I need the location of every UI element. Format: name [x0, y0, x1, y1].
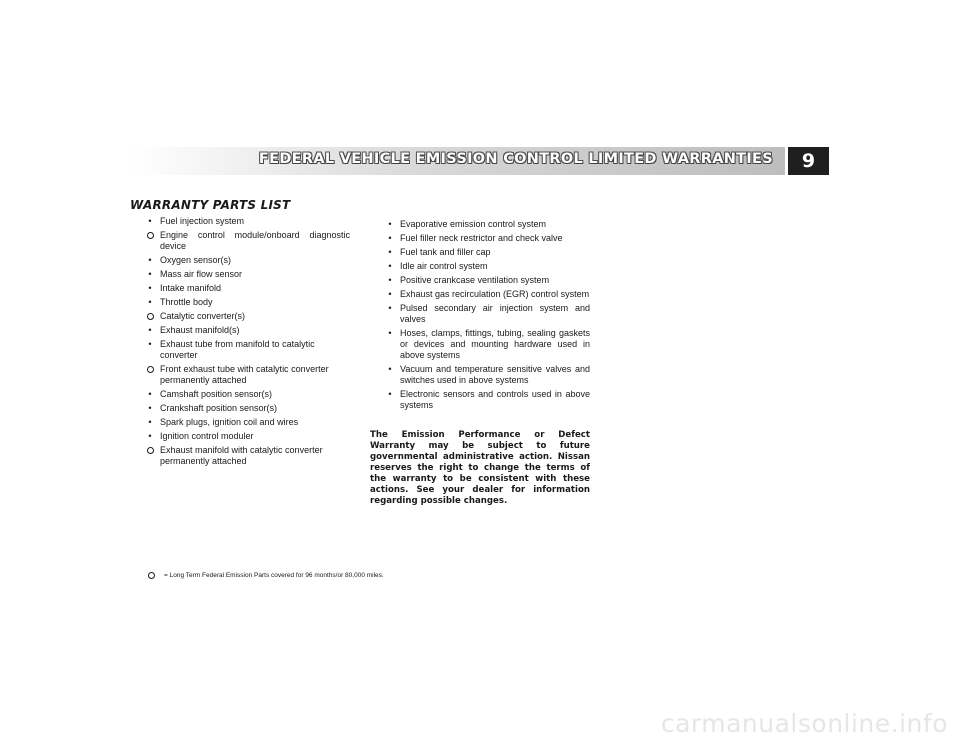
list-item: [385, 289, 590, 300]
list-item-text: Idle air control system: [400, 261, 488, 271]
list-item-text: Positive crankcase ventilation system: [400, 275, 550, 285]
list-item-text: Ignition control moduler: [160, 431, 254, 441]
bullet-icon: •: [388, 275, 392, 285]
list-item: [385, 364, 590, 386]
circle-marker-icon: [145, 445, 155, 454]
list-item: [145, 417, 350, 428]
list-item-text: Fuel filler neck restrictor and check valve: [400, 233, 563, 243]
list-item-text: Fuel injection system: [160, 216, 245, 226]
watermark: carmanualsonline.info: [660, 709, 948, 738]
list-item-text: Exhaust gas recirculation (EGR) control system: [400, 289, 590, 299]
warranty-notice: The Emission Performance or Defect Warranty may be subject to future governmental administrative action. Nissan reserves the right to change the terms of the warranty to be consistent with these actions. See your dealer for information regarding possible changes.: [370, 430, 590, 506]
right-parts-list: [385, 219, 590, 414]
list-item-text: Front exhaust tube with catalytic converter permanently attached: [160, 364, 329, 385]
bullet-icon: •: [148, 403, 152, 413]
list-item: [385, 275, 590, 286]
list-item-text: Evaporative emission control system: [400, 219, 547, 229]
list-item: [145, 389, 350, 400]
list-item: [385, 261, 590, 272]
list-item: [385, 389, 590, 411]
footnote: [148, 572, 384, 579]
bullet-icon: •: [148, 255, 152, 265]
list-item: [385, 233, 590, 244]
bullet-icon: •: [148, 389, 152, 399]
section-title: WARRANTY PARTS LIST: [130, 198, 291, 212]
list-item: [145, 283, 350, 294]
list-item: [145, 297, 350, 308]
bullet-icon: •: [388, 328, 392, 338]
list-item-text: Catalytic converter(s): [160, 311, 246, 321]
list-item: [385, 328, 590, 361]
list-item: [145, 255, 350, 266]
bullet-icon: •: [388, 233, 392, 243]
circle-marker-icon: [148, 572, 155, 579]
bullet-icon: •: [148, 431, 152, 441]
list-item: [385, 247, 590, 258]
list-item: [145, 445, 350, 467]
list-item-text: Throttle body: [160, 297, 213, 307]
circle-marker-icon: [145, 311, 155, 320]
bullet-icon: •: [148, 417, 152, 427]
list-item-text: Pulsed secondary air injection system and valves: [400, 303, 590, 324]
bullet-icon: •: [148, 325, 152, 335]
circle-marker-icon: [145, 230, 155, 239]
bullet-icon: •: [388, 219, 392, 229]
header-bar: [130, 147, 785, 175]
list-item-text: Vacuum and temperature sensitive valves and switches used in above systems: [400, 364, 590, 385]
list-item: [145, 364, 350, 386]
list-item-text: Engine control module/onboard diagnostic device: [160, 230, 350, 251]
list-item-text: Fuel tank and filler cap: [400, 247, 491, 257]
list-item: [145, 339, 350, 361]
list-item-text: Exhaust manifold(s): [160, 325, 240, 335]
bullet-icon: •: [388, 303, 392, 313]
list-item-text: Camshaft position sensor(s): [160, 389, 273, 399]
list-item-text: Electronic sensors and controls used in above systems: [400, 389, 590, 410]
list-item-text: Spark plugs, ignition coil and wires: [160, 417, 299, 427]
list-item-text: Mass air flow sensor: [160, 269, 243, 279]
list-item-text: Oxygen sensor(s): [160, 255, 232, 265]
list-item: [145, 230, 350, 252]
header-title: FEDERAL VEHICLE EMISSION CONTROL LIMITED WARRANTIES: [258, 151, 773, 167]
bullet-icon: •: [388, 261, 392, 271]
bullet-icon: •: [388, 364, 392, 374]
list-item-text: Hoses, clamps, fittings, tubing, sealing gaskets or devices and mounting hardware used in above systems: [400, 328, 590, 360]
list-item: [145, 431, 350, 442]
bullet-icon: •: [148, 339, 152, 349]
bullet-icon: •: [148, 283, 152, 293]
chapter-number: 9: [788, 147, 829, 175]
list-item: [145, 216, 350, 227]
list-item-text: Crankshaft position sensor(s): [160, 403, 278, 413]
circle-marker-icon: [145, 364, 155, 373]
bullet-icon: •: [148, 216, 152, 226]
list-item: [385, 219, 590, 230]
bullet-icon: •: [148, 297, 152, 307]
list-item: [385, 303, 590, 325]
list-item: [145, 403, 350, 414]
bullet-icon: •: [148, 269, 152, 279]
bullet-icon: •: [388, 289, 392, 299]
list-item-text: Exhaust tube from manifold to catalytic converter: [160, 339, 315, 360]
bullet-icon: •: [388, 247, 392, 257]
list-item: [145, 325, 350, 336]
footnote-text: = Long Term Federal Emission Parts covered for 96 months/or 80,000 miles.: [164, 572, 384, 579]
left-parts-list: [145, 216, 350, 470]
list-item-text: Exhaust manifold with catalytic converter permanently attached: [160, 445, 323, 466]
list-item-text: Intake manifold: [160, 283, 222, 293]
bullet-icon: •: [388, 389, 392, 399]
list-item: [145, 269, 350, 280]
list-item: [145, 311, 350, 322]
